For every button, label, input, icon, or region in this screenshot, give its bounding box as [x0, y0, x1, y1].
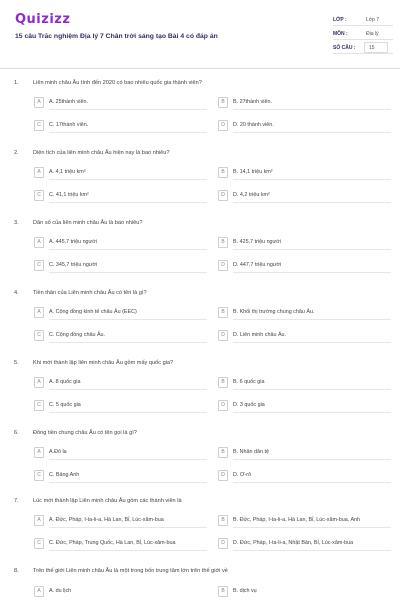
meta-count-row	[333, 42, 393, 54]
option-letter-box: D	[218, 538, 228, 549]
option-d[interactable]	[218, 190, 394, 204]
question-text: Liên minh châu Âu tính đến 2020 có bao nhiêu quốc gia thành viên?	[33, 80, 202, 86]
option-d[interactable]	[218, 260, 394, 274]
option-letter-box: C	[34, 260, 44, 271]
option-c[interactable]	[34, 330, 210, 344]
option-letter-box: D	[218, 330, 228, 341]
option-a[interactable]	[34, 515, 210, 529]
option-letter-box: B	[218, 97, 228, 108]
option-letter-box: D	[218, 120, 228, 131]
option-text: B. dịch vụ	[233, 588, 257, 594]
option-letter-box: A	[34, 586, 44, 597]
question-text: Đồng tiền chung châu Âu có tên gọi là gì?	[33, 430, 137, 436]
option-letter-box: B	[218, 377, 228, 388]
option-text: B. 27thành viên.	[233, 99, 272, 105]
option-text: B. Đức, Pháp, I-ta-li-a, Hà Lan, Bỉ, Lúc-xăm-bua, Anh	[233, 517, 361, 523]
meta-class-value: Lớp 7	[366, 17, 380, 23]
option-letter-box: A	[34, 307, 44, 318]
option-d[interactable]	[218, 120, 394, 134]
option-c[interactable]	[34, 538, 210, 552]
option-text: A. 4,1 triệu km²	[49, 169, 86, 175]
option-letter-box: B	[218, 586, 228, 597]
option-text: C. 345,7 triệu người	[49, 262, 98, 268]
option-text: C. Đức, Pháp, Trung Quốc, Hà Lan, Bỉ, Lúc-xăm-bua	[49, 540, 176, 546]
question-number: 6.	[14, 430, 19, 436]
option-letter-box: A	[34, 377, 44, 388]
option-text: B. 425,7 triệu người	[233, 239, 281, 245]
meta-count-value: 15	[369, 45, 375, 51]
option-letter-box: B	[218, 167, 228, 178]
option-text: B. 6 quốc gia	[233, 379, 265, 385]
meta-class-row	[333, 14, 393, 26]
option-text: C. 41,1 triệu km²	[49, 192, 89, 198]
option-text: A. 445,7 triệu người	[49, 239, 97, 245]
option-d[interactable]	[218, 400, 394, 414]
option-d[interactable]	[218, 538, 394, 552]
question-number: 3.	[14, 220, 19, 226]
option-text: C. 17thành viên.	[49, 122, 89, 128]
option-text: D. Liên minh châu Âu.	[233, 332, 287, 338]
option-c[interactable]	[34, 120, 210, 134]
option-letter-box: B	[218, 515, 228, 526]
question-text: Trên thế giới Liên minh châu Âu là một trong bốn trung tâm lớn trên thế giới về	[33, 568, 228, 574]
option-letter-box: D	[218, 260, 228, 271]
option-letter-box: A	[34, 167, 44, 178]
option-letter-box: A	[34, 237, 44, 248]
option-b[interactable]	[218, 447, 394, 461]
option-b[interactable]	[218, 167, 394, 181]
meta-class-label: LỚP :	[333, 17, 347, 23]
option-letter-box: C	[34, 538, 44, 549]
option-text: C. 5 quốc gia	[49, 402, 81, 408]
question-number: 5.	[14, 360, 19, 366]
option-letter-box: A	[34, 97, 44, 108]
option-letter-box: C	[34, 470, 44, 481]
option-letter-box: A	[34, 447, 44, 458]
option-letter-box: A	[34, 515, 44, 526]
option-c[interactable]	[34, 190, 210, 204]
option-letter-box: C	[34, 190, 44, 201]
option-b[interactable]	[218, 307, 394, 321]
question-number: 4.	[14, 290, 19, 296]
option-b[interactable]	[218, 97, 394, 111]
question-number: 7.	[14, 498, 19, 504]
option-text: D. 4,2 triệu km²	[233, 192, 270, 198]
question-text: Tiền thân của Liên minh châu Âu có tên là gì?	[33, 290, 147, 296]
option-text: A. Đức, Pháp, I-ta-li-a, Hà Lan, Bỉ, Lúc-xăm-bua	[49, 517, 164, 523]
option-letter-box: C	[34, 400, 44, 411]
meta-subject-value: Địa lý	[366, 31, 379, 37]
option-letter-box: D	[218, 190, 228, 201]
option-text: A.Đô la	[49, 449, 67, 455]
question-text: Diện tích của liên minh châu Âu hiện nay là bao nhiêu?	[33, 150, 170, 156]
option-text: D. Đức, Pháp, I-ta-li-a, Nhật Bản, Bỉ, Lúc-xăm-bua	[233, 540, 354, 546]
option-letter-box: D	[218, 400, 228, 411]
option-text: B. Khối thị trường chung châu Âu.	[233, 309, 315, 315]
question-text: Khi mới thành lập liên minh châu Âu gồm mấy quốc gia?	[33, 360, 174, 366]
option-letter-box: C	[34, 120, 44, 131]
option-letter-box: B	[218, 447, 228, 458]
question-text: Dân số của liên minh châu Âu là bao nhiêu?	[33, 220, 143, 226]
option-b[interactable]	[218, 377, 394, 391]
option-letter-box: D	[218, 470, 228, 481]
option-text: A. Cộng đồng kinh tế châu Âu (EEC)	[49, 309, 137, 315]
option-text: D. Ơ-rô	[233, 472, 252, 478]
option-b[interactable]	[218, 515, 394, 529]
option-c[interactable]	[34, 260, 210, 274]
option-text: D. 3 quốc gia	[233, 402, 265, 408]
option-letter-box: B	[218, 307, 228, 318]
worksheet-header	[0, 0, 400, 68]
option-b[interactable]	[218, 237, 394, 251]
meta-subject-label: MÔN :	[333, 31, 348, 37]
option-c[interactable]	[34, 470, 210, 484]
option-text: D. 447,7 triệu người	[233, 262, 282, 268]
option-text: A. du lịch	[49, 588, 72, 594]
option-text: B. 14,1 triệu km²	[233, 169, 273, 175]
option-d[interactable]	[218, 470, 394, 484]
meta-count-box	[364, 42, 388, 53]
meta-subject-row	[333, 28, 393, 40]
option-a[interactable]	[34, 307, 210, 321]
option-a[interactable]	[34, 167, 210, 181]
meta-count-label: SỐ CÂU :	[333, 45, 356, 51]
option-a[interactable]	[34, 447, 210, 461]
question-text: Lúc mới thành lập Liên minh châu Âu gồm các thành viên là	[33, 498, 182, 504]
option-text: A. 8 quốc gia	[49, 379, 81, 385]
question-number: 8.	[14, 568, 19, 574]
option-text: D. 20 thành viên.	[233, 122, 274, 128]
option-c[interactable]	[34, 400, 210, 414]
option-b[interactable]	[218, 586, 394, 600]
quizizz-logo: Quizizz	[15, 12, 71, 27]
option-letter-box: B	[218, 237, 228, 248]
option-letter-box: C	[34, 330, 44, 341]
option-text: C. Bảng Anh	[49, 472, 80, 478]
question-number: 1.	[14, 80, 19, 86]
option-a[interactable]	[34, 237, 210, 251]
option-text: B. Nhân dân tệ	[233, 449, 269, 455]
option-d[interactable]	[218, 330, 394, 344]
question-number: 2.	[14, 150, 19, 156]
header-divider	[0, 68, 400, 69]
option-a[interactable]	[34, 377, 210, 391]
option-a[interactable]	[34, 97, 210, 111]
option-a[interactable]	[34, 586, 210, 600]
page-title: 15 câu Trắc nghiệm Địa lý 7 Chân trời sáng tạo Bài 4 có đáp án	[15, 33, 218, 40]
option-text: A. 25thành viên.	[49, 99, 88, 105]
option-text: C. Cộng đồng châu Âu.	[49, 332, 106, 338]
